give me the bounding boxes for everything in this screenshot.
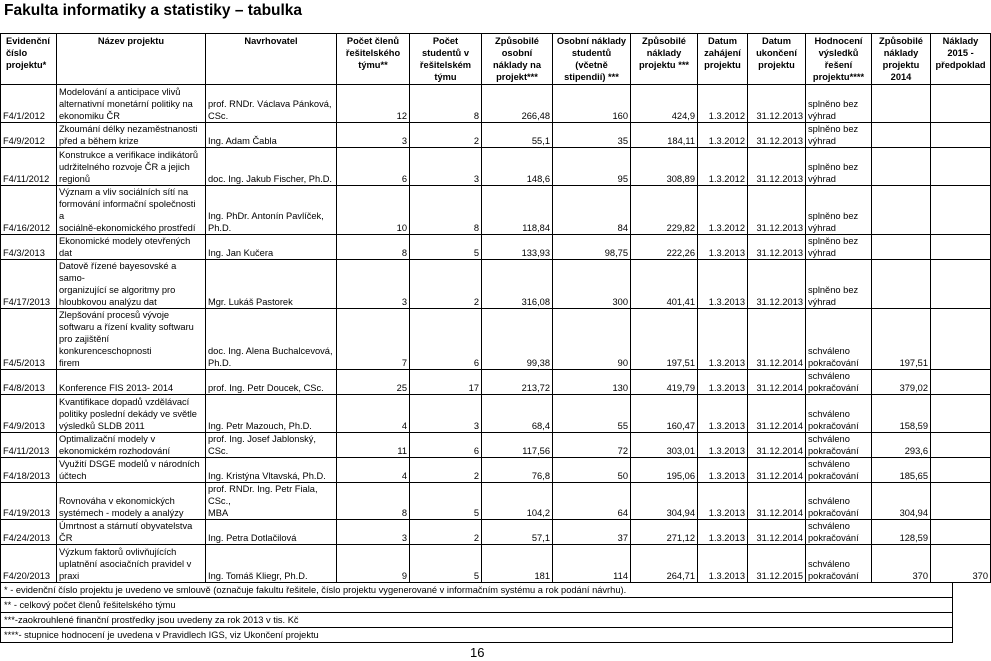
- row-evaluation: splněno bez výhrad: [806, 85, 872, 123]
- col-header-start: Datum zahájení projektu: [698, 34, 748, 85]
- row-name: Zkoumání délky nezaměstnanosti před a během krize: [57, 123, 206, 148]
- row-name: Využití DSGE modelů v národních účtech: [57, 458, 206, 483]
- table-row: [1, 545, 991, 583]
- row-student-costs: 64: [553, 483, 631, 520]
- row-costs-2014: [872, 123, 931, 148]
- row-id: F4/16/2012: [1, 186, 57, 235]
- row-students: 3: [410, 148, 482, 186]
- row-start-date: 1.3.2013: [698, 483, 748, 520]
- row-name: Úmrtnost a stárnutí obyvatelstva ČR: [57, 520, 206, 545]
- row-members: 3: [337, 260, 410, 309]
- table-body: [1, 85, 991, 583]
- table-row: [1, 483, 991, 520]
- row-costs-2014: [872, 85, 931, 123]
- row-costs-2015: [931, 433, 991, 458]
- page-title: Fakulta informatiky a statistiky – tabulka: [4, 2, 303, 19]
- row-name: Rovnováha v ekonomických systémech - modely a analýzy: [57, 483, 206, 520]
- row-name: Význam a vliv sociálních sítí na formování informační společnosti a sociálně-ekonomického prostředí: [57, 186, 206, 235]
- row-members: 11: [337, 433, 410, 458]
- row-author: prof. Ing. Petr Doucek, CSc.: [206, 370, 337, 395]
- col-header-students: Počet studentů v řešitelském týmu: [410, 34, 482, 85]
- row-students: 2: [410, 458, 482, 483]
- row-evaluation: schváleno pokračování: [806, 395, 872, 433]
- col-header-personal-costs: Způsobilé osobní náklady na projekt***: [482, 34, 553, 85]
- row-costs-2015: [931, 85, 991, 123]
- row-costs-2015: [931, 148, 991, 186]
- row-end-date: 31.12.2014: [748, 433, 806, 458]
- col-header-evaluation: Hodnocení výsledků řešení projektu****: [806, 34, 872, 85]
- row-start-date: 1.3.2012: [698, 123, 748, 148]
- row-id: F4/18/2013: [1, 458, 57, 483]
- row-end-date: 31.12.2013: [748, 260, 806, 309]
- table-row: [1, 260, 991, 309]
- table-row: [1, 370, 991, 395]
- row-personal-costs: 213,72: [482, 370, 553, 395]
- row-end-date: 31.12.2013: [748, 85, 806, 123]
- row-id: F4/9/2012: [1, 123, 57, 148]
- col-header-id: Evidenční číslo projektu*: [1, 34, 57, 85]
- row-name: Konference FIS 2013- 2014: [57, 370, 206, 395]
- col-header-name: Název projektu: [57, 34, 206, 85]
- row-personal-costs: 266,48: [482, 85, 553, 123]
- row-members: 4: [337, 395, 410, 433]
- row-author: Ing. Kristýna Vltavská, Ph.D.: [206, 458, 337, 483]
- row-author: Mgr. Lukáš Pastorek: [206, 260, 337, 309]
- row-total-costs: 264,71: [631, 545, 698, 583]
- footnote: ****- stupnice hodnocení je uvedena v Pravidlech IGS, viz Ukončení projektu: [0, 628, 953, 643]
- row-author: prof. RNDr. Ing. Petr Fiala, CSc., MBA: [206, 483, 337, 520]
- row-student-costs: 300: [553, 260, 631, 309]
- row-students: 8: [410, 85, 482, 123]
- row-total-costs: 419,79: [631, 370, 698, 395]
- row-student-costs: 72: [553, 433, 631, 458]
- row-personal-costs: 148,6: [482, 148, 553, 186]
- row-total-costs: 195,06: [631, 458, 698, 483]
- row-student-costs: 84: [553, 186, 631, 235]
- row-costs-2015: [931, 483, 991, 520]
- row-costs-2014: 304,94: [872, 483, 931, 520]
- row-id: F4/20/2013: [1, 545, 57, 583]
- page-number: 16: [470, 645, 485, 660]
- col-header-costs-2014: Způsobilé náklady projektu 2014: [872, 34, 931, 85]
- row-costs-2014: 197,51: [872, 309, 931, 370]
- row-costs-2015: [931, 260, 991, 309]
- row-personal-costs: 68,4: [482, 395, 553, 433]
- row-members: 4: [337, 458, 410, 483]
- row-start-date: 1.3.2013: [698, 520, 748, 545]
- footnote: * - evidenční číslo projektu je uvedeno ve smlouvě (označuje fakultu řešitele, číslo projektu vygenerované v informačním systému a rok podání návrhu).: [0, 583, 953, 598]
- row-costs-2015: [931, 235, 991, 260]
- row-id: F4/9/2013: [1, 395, 57, 433]
- row-costs-2014: 158,59: [872, 395, 931, 433]
- row-id: F4/8/2013: [1, 370, 57, 395]
- row-author: Ing. Jan Kučera: [206, 235, 337, 260]
- row-end-date: 31.12.2013: [748, 148, 806, 186]
- row-author: doc. Ing. Alena Buchalcevová, Ph.D.: [206, 309, 337, 370]
- row-personal-costs: 316,08: [482, 260, 553, 309]
- row-total-costs: 304,94: [631, 483, 698, 520]
- row-total-costs: 308,89: [631, 148, 698, 186]
- row-end-date: 31.12.2014: [748, 483, 806, 520]
- row-name: Výzkum faktorů ovlivňujících uplatnění asociačních pravidel v praxi: [57, 545, 206, 583]
- row-total-costs: 303,01: [631, 433, 698, 458]
- row-id: F4/1/2012: [1, 85, 57, 123]
- row-end-date: 31.12.2014: [748, 395, 806, 433]
- row-end-date: 31.12.2014: [748, 309, 806, 370]
- row-evaluation: splněno bez výhrad: [806, 148, 872, 186]
- row-end-date: 31.12.2015: [748, 545, 806, 583]
- table-row: [1, 433, 991, 458]
- row-id: F4/11/2013: [1, 433, 57, 458]
- row-students: 5: [410, 545, 482, 583]
- row-students: 5: [410, 483, 482, 520]
- row-costs-2014: [872, 148, 931, 186]
- row-evaluation: schváleno pokračování: [806, 370, 872, 395]
- row-student-costs: 160: [553, 85, 631, 123]
- table-row: [1, 309, 991, 370]
- row-personal-costs: 99,38: [482, 309, 553, 370]
- row-evaluation: splněno bez výhrad: [806, 260, 872, 309]
- row-name: Datově řízené bayesovské a samo- organizující se algoritmy pro hloubkovou analýzu dat: [57, 260, 206, 309]
- row-name: Optimalizační modely v ekonomickém rozhodování: [57, 433, 206, 458]
- row-costs-2015: [931, 123, 991, 148]
- row-start-date: 1.3.2013: [698, 433, 748, 458]
- row-personal-costs: 117,56: [482, 433, 553, 458]
- row-costs-2015: [931, 395, 991, 433]
- col-header-costs-2015: Náklady 2015 - předpoklad: [931, 34, 991, 85]
- col-header-end: Datum ukončení projektu: [748, 34, 806, 85]
- row-evaluation: schváleno pokračování: [806, 309, 872, 370]
- row-end-date: 31.12.2013: [748, 235, 806, 260]
- row-costs-2015: [931, 370, 991, 395]
- row-student-costs: 114: [553, 545, 631, 583]
- row-students: 6: [410, 309, 482, 370]
- row-start-date: 1.3.2013: [698, 458, 748, 483]
- row-members: 7: [337, 309, 410, 370]
- row-members: 3: [337, 123, 410, 148]
- row-student-costs: 90: [553, 309, 631, 370]
- row-student-costs: 37: [553, 520, 631, 545]
- row-total-costs: 160,47: [631, 395, 698, 433]
- row-student-costs: 50: [553, 458, 631, 483]
- table-row: [1, 85, 991, 123]
- footnote: ** - celkový počet členů řešitelského týmu: [0, 598, 953, 613]
- row-author: Ing. Tomáš Kliegr, Ph.D.: [206, 545, 337, 583]
- row-end-date: 31.12.2014: [748, 520, 806, 545]
- row-student-costs: 55: [553, 395, 631, 433]
- row-start-date: 1.3.2013: [698, 370, 748, 395]
- row-end-date: 31.12.2013: [748, 186, 806, 235]
- row-id: F4/3/2013: [1, 235, 57, 260]
- table-row: [1, 458, 991, 483]
- row-students: 5: [410, 235, 482, 260]
- row-student-costs: 95: [553, 148, 631, 186]
- row-members: 8: [337, 235, 410, 260]
- col-header-members: Počet členů řešitelského týmu**: [337, 34, 410, 85]
- row-costs-2015: [931, 520, 991, 545]
- footnote: ***-zaokrouhlené finanční prostředky jsou uvedeny za rok 2013 v tis. Kč: [0, 613, 953, 628]
- row-costs-2015: 370: [931, 545, 991, 583]
- table-row: [1, 520, 991, 545]
- row-total-costs: 401,41: [631, 260, 698, 309]
- row-author: Ing. Petra Dotlačilová: [206, 520, 337, 545]
- header-row: [1, 34, 991, 85]
- row-evaluation: splněno bez výhrad: [806, 235, 872, 260]
- row-evaluation: splněno bez výhrad: [806, 186, 872, 235]
- table-row: [1, 395, 991, 433]
- row-evaluation: schváleno pokračování: [806, 483, 872, 520]
- row-total-costs: 271,12: [631, 520, 698, 545]
- row-costs-2014: 293,6: [872, 433, 931, 458]
- row-members: 9: [337, 545, 410, 583]
- row-evaluation: splněno bez výhrad: [806, 123, 872, 148]
- row-personal-costs: 133,93: [482, 235, 553, 260]
- row-members: 8: [337, 483, 410, 520]
- row-costs-2014: [872, 186, 931, 235]
- row-total-costs: 184,11: [631, 123, 698, 148]
- row-costs-2014: 128,59: [872, 520, 931, 545]
- row-author: Ing. Adam Čabla: [206, 123, 337, 148]
- row-author: Ing. PhDr. Antonín Pavlíček, Ph.D.: [206, 186, 337, 235]
- row-members: 6: [337, 148, 410, 186]
- row-costs-2014: [872, 235, 931, 260]
- row-author: Ing. Petr Mazouch, Ph.D.: [206, 395, 337, 433]
- row-student-costs: 98,75: [553, 235, 631, 260]
- row-evaluation: schváleno pokračování: [806, 545, 872, 583]
- row-students: 2: [410, 260, 482, 309]
- row-costs-2014: 370: [872, 545, 931, 583]
- row-evaluation: schváleno pokračování: [806, 520, 872, 545]
- row-members: 3: [337, 520, 410, 545]
- col-header-student-costs: Osobní náklady studentů (včetně stipendií) ***: [553, 34, 631, 85]
- row-costs-2015: [931, 309, 991, 370]
- row-author: prof. Ing. Josef Jablonský, CSc.: [206, 433, 337, 458]
- table-row: [1, 123, 991, 148]
- row-members: 25: [337, 370, 410, 395]
- row-author: doc. Ing. Jakub Fischer, Ph.D.: [206, 148, 337, 186]
- row-student-costs: 35: [553, 123, 631, 148]
- row-total-costs: 197,51: [631, 309, 698, 370]
- table-row: [1, 235, 991, 260]
- row-end-date: 31.12.2013: [748, 123, 806, 148]
- row-author: prof. RNDr. Václava Pánková, CSc.: [206, 85, 337, 123]
- row-students: 2: [410, 520, 482, 545]
- row-costs-2014: 185,65: [872, 458, 931, 483]
- row-students: 3: [410, 395, 482, 433]
- row-name: Modelování a anticipace vlivů alternativní monetární politiky na ekonomiku ČR: [57, 85, 206, 123]
- row-students: 17: [410, 370, 482, 395]
- row-start-date: 1.3.2013: [698, 545, 748, 583]
- row-id: F4/19/2013: [1, 483, 57, 520]
- row-total-costs: 229,82: [631, 186, 698, 235]
- row-id: F4/17/2013: [1, 260, 57, 309]
- row-costs-2015: [931, 458, 991, 483]
- row-personal-costs: 181: [482, 545, 553, 583]
- row-id: F4/11/2012: [1, 148, 57, 186]
- row-start-date: 1.3.2013: [698, 395, 748, 433]
- row-name: Zlepšování procesů vývoje softwaru a řízení kvality softwaru pro zajištění konkurenceschopnosti firem: [57, 309, 206, 370]
- row-name: Konstrukce a verifikace indikátorů udržitelného rozvoje ČR a jejich regionů: [57, 148, 206, 186]
- row-student-costs: 130: [553, 370, 631, 395]
- col-header-total-costs: Způsobilé náklady projektu ***: [631, 34, 698, 85]
- row-personal-costs: 118,84: [482, 186, 553, 235]
- row-evaluation: schváleno pokračování: [806, 458, 872, 483]
- row-students: 8: [410, 186, 482, 235]
- row-personal-costs: 104,2: [482, 483, 553, 520]
- row-costs-2015: [931, 186, 991, 235]
- row-start-date: 1.3.2012: [698, 85, 748, 123]
- row-members: 10: [337, 186, 410, 235]
- row-id: F4/5/2013: [1, 309, 57, 370]
- row-personal-costs: 55,1: [482, 123, 553, 148]
- row-start-date: 1.3.2012: [698, 148, 748, 186]
- row-name: Kvantifikace dopadů vzdělávací politiky poslední dekády ve světle výsledků SLDB 2011: [57, 395, 206, 433]
- row-evaluation: schváleno pokračování: [806, 433, 872, 458]
- row-total-costs: 222,26: [631, 235, 698, 260]
- col-header-author: Navrhovatel: [206, 34, 337, 85]
- row-start-date: 1.3.2013: [698, 235, 748, 260]
- row-students: 6: [410, 433, 482, 458]
- row-end-date: 31.12.2014: [748, 370, 806, 395]
- row-students: 2: [410, 123, 482, 148]
- table-row: [1, 148, 991, 186]
- row-personal-costs: 57,1: [482, 520, 553, 545]
- row-costs-2014: [872, 260, 931, 309]
- row-end-date: 31.12.2014: [748, 458, 806, 483]
- row-members: 12: [337, 85, 410, 123]
- table-row: [1, 186, 991, 235]
- row-start-date: 1.3.2012: [698, 186, 748, 235]
- row-personal-costs: 76,8: [482, 458, 553, 483]
- row-id: F4/24/2013: [1, 520, 57, 545]
- projects-table: [0, 33, 991, 583]
- row-costs-2014: 379,02: [872, 370, 931, 395]
- row-start-date: 1.3.2013: [698, 260, 748, 309]
- row-name: Ekonomické modely otevřených dat: [57, 235, 206, 260]
- row-total-costs: 424,9: [631, 85, 698, 123]
- row-start-date: 1.3.2013: [698, 309, 748, 370]
